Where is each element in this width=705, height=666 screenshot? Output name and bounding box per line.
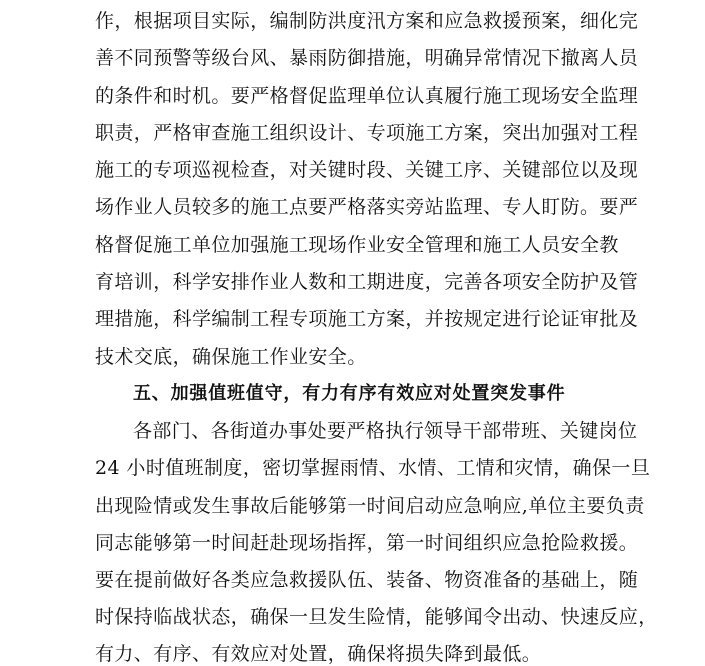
body-line-13: 出现险情或发生事故后能够第一时间启动应急响应,单位主要负责: [95, 495, 645, 517]
body-line-15: 要在提前做好各类应急救援队伍、装备、物资准备的基础上，随: [95, 569, 639, 591]
body-line-6: 场作业人员较多的施工点要严格落实旁站监理、专人盯防。要严: [95, 196, 639, 218]
body-line-16: 时保持临战状态，确保一旦发生险情，能够闻令出动、快速反应，: [95, 606, 658, 628]
section-heading: 五、加强值班值守，有力有序有效应对处置突发事件: [133, 383, 566, 404]
body-line-7: 格督促施工单位加强施工现场作业安全管理和施工人员安全教: [95, 234, 619, 256]
body-line-11: 各部门、各街道办事处要严格执行领导干部带班、关键岗位: [133, 420, 638, 442]
body-line-10: 技术交底，确保施工作业安全。: [95, 346, 367, 368]
body-line-4: 职责，严格审查施工组织设计、专项施工方案，突出加强对工程: [95, 122, 639, 144]
body-line-14: 同志能够第一时间赶赴现场指挥，第一时间组织应急抢险救援。: [95, 532, 639, 554]
body-line-5: 施工的专项巡视检查，对关键时段、关键工序、关键部位以及现: [95, 159, 639, 181]
body-line-2: 善不同预警等级台风、暴雨防御措施，明确异常情况下撤离人员: [95, 47, 639, 69]
body-line-9: 理措施，科学编制工程专项施工方案，并按规定进行论证审批及: [95, 308, 639, 330]
body-line-12: 24 小时值班制度，密切掌握雨情、水情、工情和灾情，确保一旦: [95, 457, 651, 479]
body-line-17: 有力、有序、有效应对处置，确保将损失降到最低。: [95, 643, 542, 665]
body-line-8: 育培训，科学安排作业人数和工期进度，完善各项安全防护及管: [95, 271, 639, 293]
body-line-3: 的条件和时机。要严格督促监理单位认真履行施工现场安全监理: [95, 85, 639, 107]
body-line-1: 作，根据项目实际，编制防洪度汛方案和应急救援预案，细化完: [95, 10, 639, 32]
